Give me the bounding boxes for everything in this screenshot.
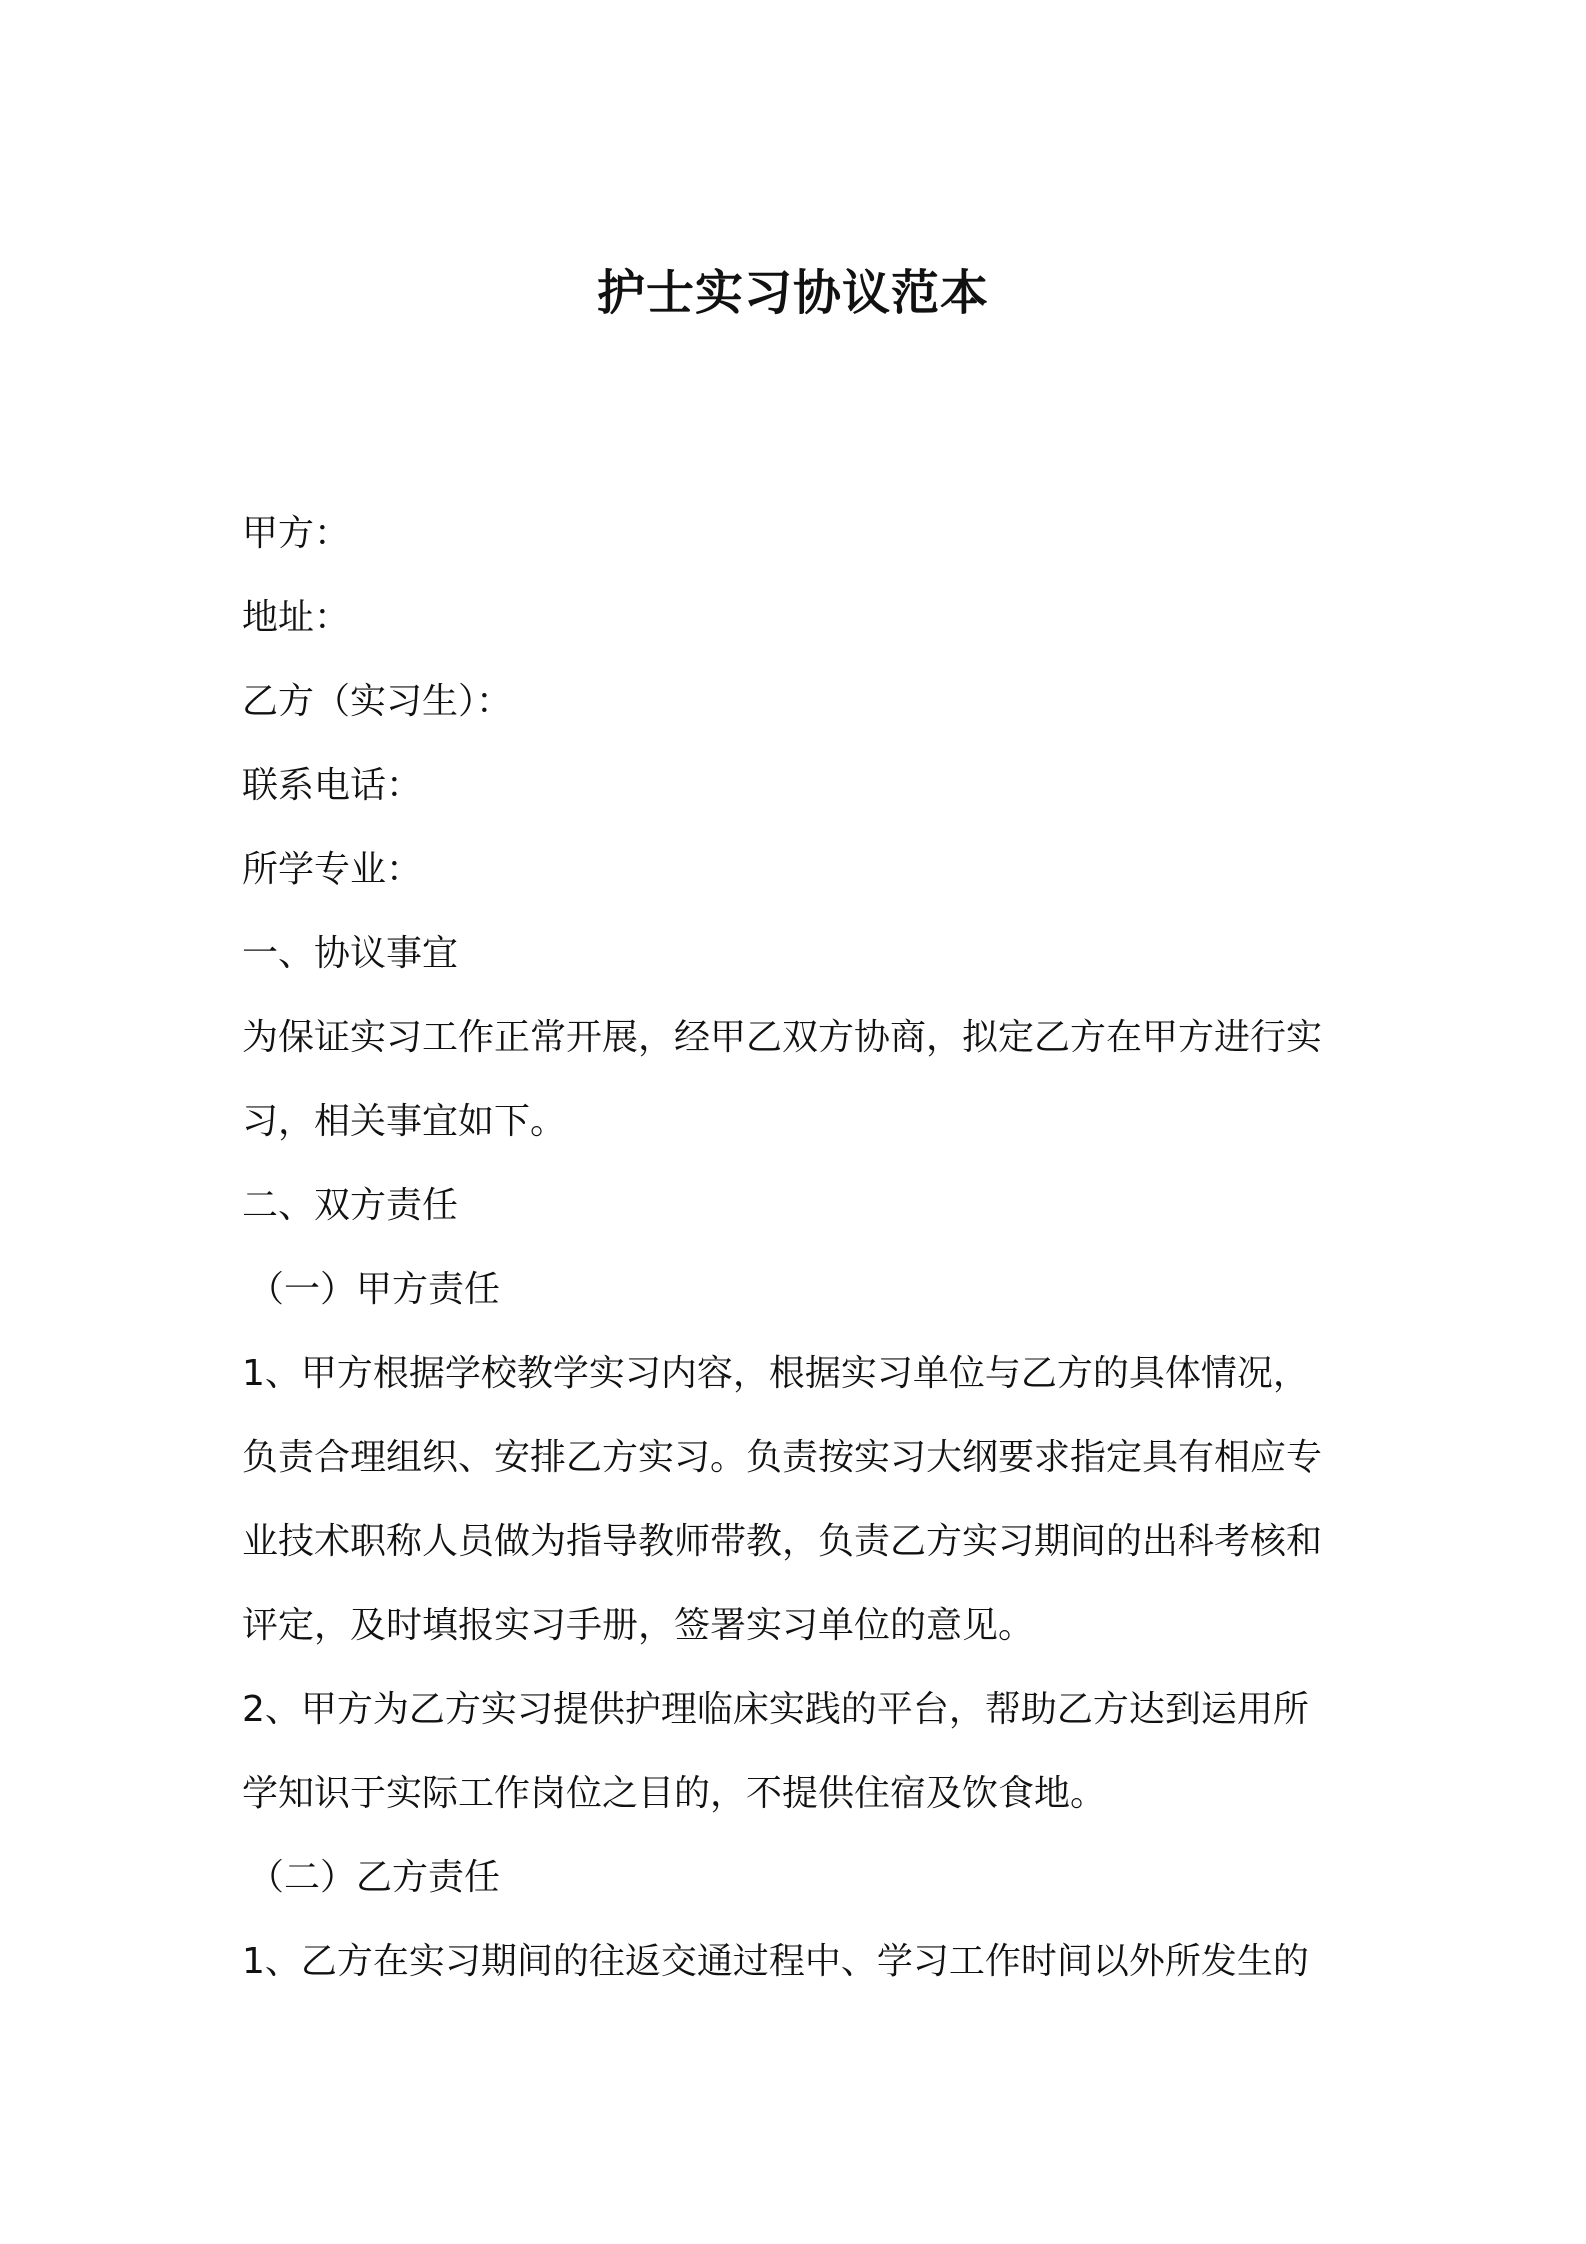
section-heading-1: 一、协议事宜 bbox=[242, 933, 459, 974]
field-party-a: 甲方： bbox=[242, 513, 351, 554]
field-party-b-intern: 乙方（实习生）： bbox=[242, 681, 513, 722]
paragraph-line: 学知识于实际工作岗位之目的，不提供住宿及饮食地。 bbox=[242, 1773, 1107, 1814]
paragraph-line: 2、甲方为乙方实习提供护理临床实践的平台，帮助乙方达到运用所 bbox=[242, 1689, 1309, 1730]
paragraph-line: 评定，及时填报实习手册，签署实习单位的意见。 bbox=[242, 1605, 1035, 1646]
section-heading-2: 二、双方责任 bbox=[242, 1185, 459, 1226]
subsection-heading-party-b: （二）乙方责任 bbox=[248, 1857, 501, 1898]
field-major: 所学专业： bbox=[242, 849, 423, 890]
paragraph-line: 1、乙方在实习期间的往返交通过程中、学习工作时间以外所发生的 bbox=[242, 1941, 1309, 1982]
document-title: 护士实习协议范本 bbox=[596, 265, 989, 321]
paragraph-line: 为保证实习工作正常开展，经甲乙双方协商，拟定乙方在甲方进行实 bbox=[242, 1017, 1323, 1058]
field-phone: 联系电话： bbox=[242, 765, 423, 806]
document-body bbox=[242, 492, 1354, 2004]
paragraph-line: 1、甲方根据学校教学实习内容，根据实习单位与乙方的具体情况， bbox=[242, 1353, 1309, 1394]
paragraph-line: 习，相关事宜如下。 bbox=[242, 1101, 567, 1142]
paragraph-line: 负责合理组织、安排乙方实习。负责按实习大纲要求指定具有相应专 bbox=[242, 1437, 1323, 1478]
subsection-heading-party-a: （一）甲方责任 bbox=[248, 1269, 501, 1310]
field-address: 地址： bbox=[242, 597, 351, 638]
paragraph-line: 业技术职称人员做为指导教师带教，负责乙方实习期间的出科考核和 bbox=[242, 1521, 1323, 1562]
